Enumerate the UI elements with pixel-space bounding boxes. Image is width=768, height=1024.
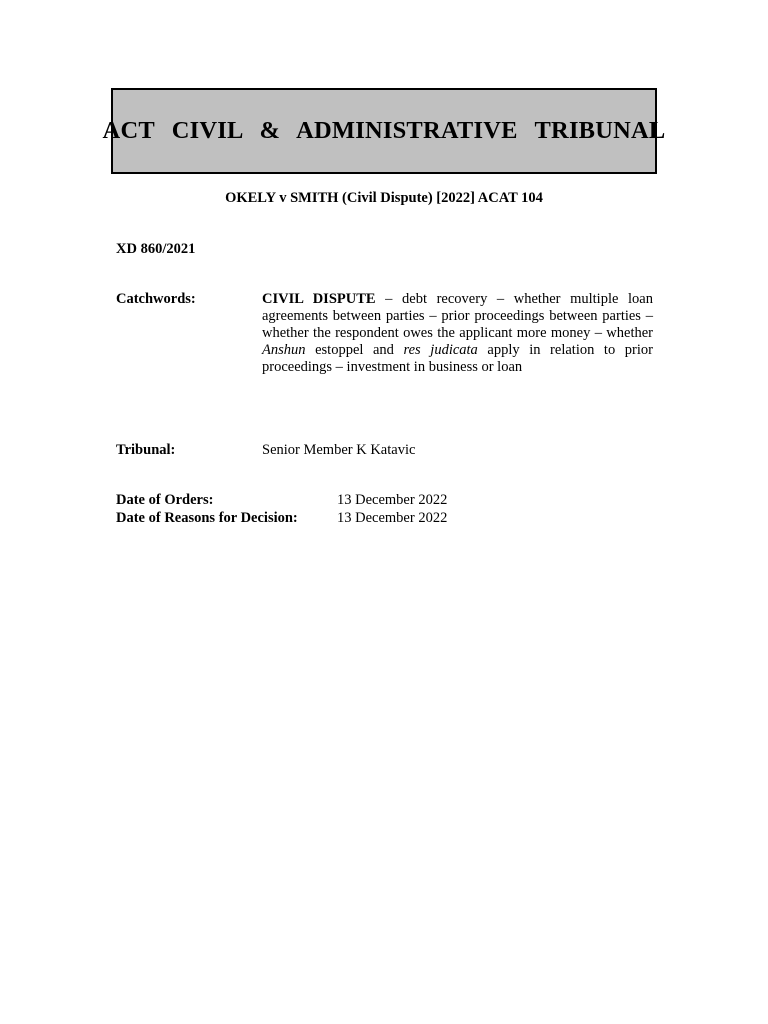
catchwords-text — [262, 291, 653, 376]
catchwords-label: Catchwords: — [116, 291, 196, 307]
date-of-orders-label: Date of Orders: — [116, 492, 214, 508]
tribunal-title: ACT CIVIL & ADMINISTRATIVE TRIBUNAL — [102, 117, 666, 144]
tribunal-title-banner — [102, 88, 666, 174]
catchwords-res-judicata: res judicata — [403, 342, 478, 358]
tribunal-member: Senior Member K Katavic — [262, 442, 416, 458]
catchwords-anshun: Anshun — [262, 342, 306, 358]
case-citation: OKELY v SMITH (Civil Dispute) [2022] ACAT 104 — [225, 190, 543, 206]
file-number: XD 860/2021 — [116, 241, 196, 257]
date-of-orders-value: 13 December 2022 — [337, 492, 448, 508]
date-of-reasons-value: 13 December 2022 — [337, 510, 448, 526]
catchwords-lead: CIVIL DISPUTE — [262, 291, 376, 307]
tribunal-label: Tribunal: — [116, 442, 176, 458]
catchwords-segment-5: apply in relation to prior proceedings – investment in business or loan — [262, 342, 653, 375]
catchwords-segment-3: estoppel and — [305, 342, 404, 358]
catchwords-segment-1: – debt recovery – whether multiple loan agreements between parties – prior proceedings between parties – whether the respondent owes the applicant more money – whether — [262, 291, 653, 341]
date-of-reasons-label: Date of Reasons for Decision: — [116, 510, 298, 526]
